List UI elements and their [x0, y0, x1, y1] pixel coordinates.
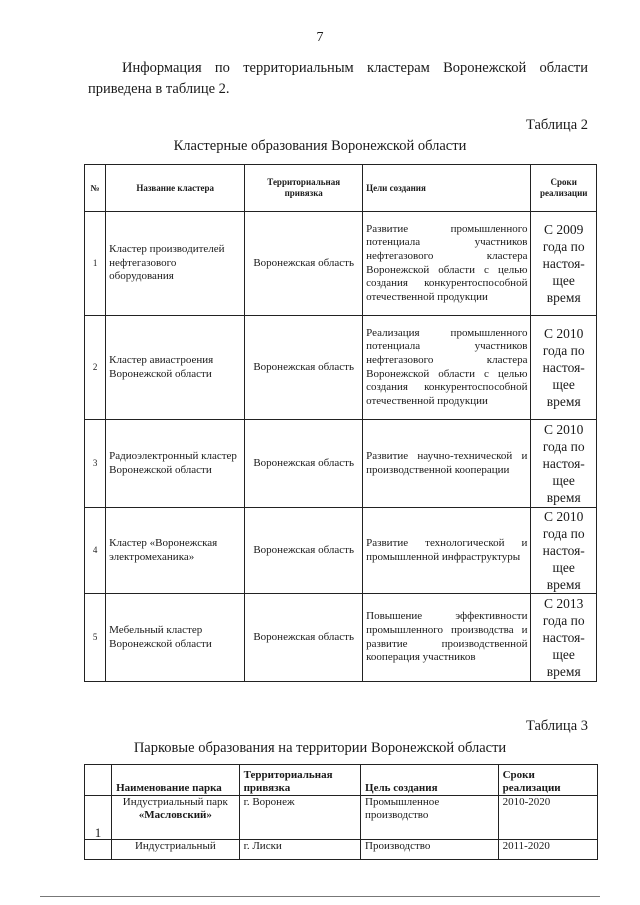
header-territory: Территориальная привязка [245, 165, 363, 212]
table-row [85, 420, 597, 508]
header-goals: Цели создания [363, 165, 531, 212]
cell-name: Радиоэлектронный кластер Воронежской области [106, 420, 245, 508]
header-territory: Территориальная привязка [239, 765, 360, 796]
header-num: № [85, 165, 106, 212]
cell-num: 3 [85, 420, 106, 508]
cell-num: 2 [85, 316, 106, 420]
park-name-bold: «Масловский» [138, 809, 212, 821]
parks-table [84, 764, 598, 860]
cell-goal: Производство [361, 840, 499, 860]
intro-line-2: приведена в таблице 2. [88, 81, 230, 97]
park-name-text [116, 840, 234, 853]
header-term: Сроки реализации [531, 165, 597, 212]
cell-num: 1 [85, 796, 112, 840]
cell-num: 4 [85, 508, 106, 594]
table-header-row [85, 165, 597, 212]
page-number: 7 [316, 30, 324, 45]
cell-goals: Развитие промышленного потенциала участников нефтегазового кластера Воронежской области с целью создания конкурентоспособной отечественной продукции [363, 212, 531, 316]
park-name-prefix: Индустриальный [134, 840, 216, 852]
cell-num [85, 840, 112, 860]
cell-term: С 2009 года по настоя-щее время [531, 212, 597, 316]
cell-territory: г. Лиски [239, 840, 360, 860]
cell-goals: Развитие научно-технической и производственной кооперации [363, 420, 531, 508]
cell-territory: Воронежская область [245, 316, 363, 420]
intro-paragraph [88, 58, 588, 100]
page-bottom-rule [40, 896, 600, 897]
header-name: Название кластера [106, 165, 245, 212]
cell-park-name [112, 796, 239, 840]
table-header-row [85, 765, 598, 796]
table3-label: Таблица 3 [525, 718, 588, 734]
cell-term: 2011-2020 [498, 840, 597, 860]
cell-term: 2010-2020 [498, 796, 597, 840]
park-name-text [116, 796, 234, 822]
table2-label: Таблица 2 [525, 117, 588, 133]
table-row [85, 316, 597, 420]
cell-name: Кластер авиастроения Воронежской области [106, 316, 245, 420]
cell-territory: Воронежская область [245, 212, 363, 316]
cell-term: С 2010 года по настоя-щее время [531, 508, 597, 594]
cell-term: С 2010 года по настоя-щее время [531, 420, 597, 508]
cell-name: Кластер производителей нефтегазового оборудования [106, 212, 245, 316]
header-park-name: Наименование парка [112, 765, 239, 796]
cell-num: 1 [85, 212, 106, 316]
table-row [85, 508, 597, 594]
table-row [85, 796, 598, 840]
table3-title: Парковые образования на территории Воронежской области [133, 740, 507, 756]
cell-goals: Развитие технологической и промышленной инфраструктуры [363, 508, 531, 594]
header-goal: Цель создания [361, 765, 499, 796]
cell-term: С 2010 года по настоя-щее время [531, 316, 597, 420]
cell-territory: г. Воронеж [239, 796, 360, 840]
cell-name: Кластер «Воронежская электромеханика» [106, 508, 245, 594]
cell-park-name [112, 840, 239, 860]
cluster-table [84, 164, 597, 682]
cell-goals: Реализация промышленного потенциала участников нефтегазового кластера Воронежской области с целью создания конкурентоспособной отечественной продукции [363, 316, 531, 420]
cell-territory: Воронежская область [245, 420, 363, 508]
cell-num: 5 [85, 594, 106, 682]
cell-name: Мебельный кластер Воронежской области [106, 594, 245, 682]
intro-line-1: Информация по территориальным кластерам Воронежской области [122, 60, 588, 76]
table2-title: Кластерные образования Воронежской области [173, 138, 467, 154]
cell-term: С 2013 года по настоя-щее время [531, 594, 597, 682]
cell-territory: Воронежская область [245, 508, 363, 594]
cell-territory: Воронежская область [245, 594, 363, 682]
cell-goals: Повышение эффективности промышленного производства и развитие производственной кооперация участников [363, 594, 531, 682]
header-num [85, 765, 112, 796]
table-row [85, 212, 597, 316]
park-name-prefix: Индустриальный парк [122, 796, 228, 808]
table-row [85, 594, 597, 682]
header-term: Сроки реализации [498, 765, 597, 796]
cell-goal: Промышленное производство [361, 796, 499, 840]
table-row [85, 840, 598, 860]
